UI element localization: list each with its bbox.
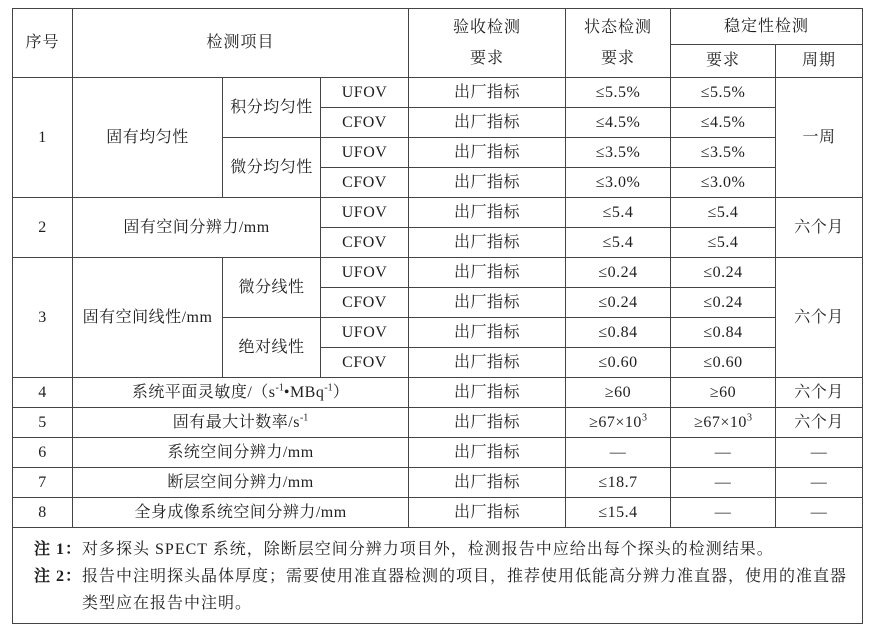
row-4-status: ≥60 [566,378,671,408]
header-row-1 [13,9,863,45]
row-5-seq: 5 [13,408,73,438]
row-5-acceptance: 出厂指标 [409,408,566,438]
row-2-line-2-acceptance: 出厂指标 [409,228,566,258]
row-4-item-text-3: ） [332,383,350,401]
row-5-item-text: 固有最大计数率/s [172,413,300,431]
row-5-period: 六个月 [776,408,863,438]
row-6-status: — [566,438,671,468]
row-3-group-1-line-2-acceptance: 出厂指标 [409,288,566,318]
row-1-group-1-line-1-fov: UFOV [321,78,409,108]
row-3-item: 固有空间线性/mm [73,258,223,378]
row-7-acceptance: 出厂指标 [409,468,566,498]
header-acceptance-line1: 验收检测 [453,19,522,36]
row-4-item [73,378,409,408]
row-3-group-1-line-1-acceptance: 出厂指标 [409,258,566,288]
row-2-period: 六个月 [776,198,863,258]
row-1-item: 固有均匀性 [73,78,223,198]
row-1-group-2-line-2-status: ≤3.0% [566,168,671,198]
row-3-group-1-line-2-status: ≤0.24 [566,288,671,318]
row-6-acceptance: 出厂指标 [409,438,566,468]
row-4-item-text-2: •MBq [283,383,325,401]
row-5-status-text: ≥67×10 [589,413,642,431]
header-item: 检测项目 [73,9,409,78]
row-6-item: 系统空间分辨力/mm [73,438,409,468]
header-status [566,9,671,78]
row-5-stability [671,408,776,438]
row-5-status-sup: 3 [641,412,647,424]
row-4-item-sup-1: -1 [275,382,284,394]
row-3-group-2-line-1-stability: ≤0.84 [671,318,776,348]
header-acceptance [409,9,566,78]
header-stability: 稳定性检测 [671,9,863,45]
note-1-label: 注 1： [34,541,83,558]
row-4-seq: 4 [13,378,73,408]
row-3-period: 六个月 [776,258,863,378]
row-3-group-1-name: 微分线性 [223,258,321,318]
row-1-group-1-line-2-fov: CFOV [321,108,409,138]
row-5-item-sup: -1 [299,412,309,424]
row-1-group-2-line-1-acceptance: 出厂指标 [409,138,566,168]
row-1-group-1-line-1-status: ≤5.5% [566,78,671,108]
row-2-line-1-fov: UFOV [321,198,409,228]
row-8-item: 全身成像系统空间分辨力/mm [73,498,409,528]
row-1-seq: 1 [13,78,73,198]
row-1-period: 一周 [776,78,863,198]
row-4 [13,378,863,408]
notes-row [13,528,863,624]
header-status-line2: 要求 [601,50,636,67]
row-3-group-2-line-2-acceptance: 出厂指标 [409,348,566,378]
row-8-stability: — [671,498,776,528]
row-3-group-1-line-1-status: ≤0.24 [566,258,671,288]
header-acceptance-line2: 要求 [470,50,505,67]
row-2-seq: 2 [13,198,73,258]
row-6-period: — [776,438,863,468]
note-2-text: 报告中注明探头晶体厚度；需要使用准直器检测的项目，推荐使用低能高分辨力准直器，使用的准直器类型应在报告中注明。 [82,568,848,612]
row-3-group-1-line-2-fov: CFOV [321,288,409,318]
row-2-line-1-status: ≤5.4 [566,198,671,228]
row-1-group-2-line-1-status: ≤3.5% [566,138,671,168]
row-3-group-2-line-2-stability: ≤0.60 [671,348,776,378]
note-2 [34,563,856,617]
row-3-line-1 [13,258,863,288]
row-3-seq: 3 [13,258,73,378]
row-8-acceptance: 出厂指标 [409,498,566,528]
row-7-status: ≤18.7 [566,468,671,498]
row-4-item-text-1: 系统平面灵敏度/（s [131,383,276,401]
notes-cell [13,528,863,624]
row-2-line-2-fov: CFOV [321,228,409,258]
row-8-seq: 8 [13,498,73,528]
row-8 [13,498,863,528]
note-2-label: 注 2： [34,568,83,585]
row-6-seq: 6 [13,438,73,468]
note-1-text: 对多探头 SPECT 系统，除断层空间分辨力项目外，检测报告中应给出每个探头的检测结果。 [82,541,774,558]
row-5-stability-text: ≥67×10 [694,413,747,431]
row-4-period: 六个月 [776,378,863,408]
row-3-group-1-line-1-fov: UFOV [321,258,409,288]
row-2-line-2-status: ≤5.4 [566,228,671,258]
row-3-group-2-line-2-fov: CFOV [321,348,409,378]
row-1-group-1-line-1-acceptance: 出厂指标 [409,78,566,108]
row-1-group-2-line-2-acceptance: 出厂指标 [409,168,566,198]
header-status-line1: 状态检测 [584,19,653,36]
row-8-status: ≤15.4 [566,498,671,528]
row-3-group-1-line-1-stability: ≤0.24 [671,258,776,288]
row-6-stability: — [671,438,776,468]
row-1-group-1-line-2-acceptance: 出厂指标 [409,108,566,138]
row-2-item: 固有空间分辨力/mm [73,198,321,258]
row-1-group-2-name: 微分均匀性 [223,138,321,198]
row-2-line-1-stability: ≤5.4 [671,198,776,228]
row-1-group-2-line-2-stability: ≤3.0% [671,168,776,198]
row-8-period: — [776,498,863,528]
header-stability-requirement: 要求 [671,45,776,78]
row-3-group-2-line-2-status: ≤0.60 [566,348,671,378]
row-1-group-1-name: 积分均匀性 [223,78,321,138]
row-2-line-1 [13,198,863,228]
row-7-seq: 7 [13,468,73,498]
row-4-acceptance: 出厂指标 [409,378,566,408]
row-3-group-2-line-1-status: ≤0.84 [566,318,671,348]
row-1-group-2-line-1-stability: ≤3.5% [671,138,776,168]
row-3-group-2-line-1-acceptance: 出厂指标 [409,318,566,348]
row-2-line-1-acceptance: 出厂指标 [409,198,566,228]
note-1 [34,536,856,563]
row-7-item: 断层空间分辨力/mm [73,468,409,498]
row-3-group-2-name: 绝对线性 [223,318,321,378]
row-7 [13,468,863,498]
row-1-group-1-line-2-stability: ≤4.5% [671,108,776,138]
header-stability-period: 周期 [776,45,863,78]
row-6 [13,438,863,468]
row-5-stability-sup: 3 [746,412,752,424]
row-5-status [566,408,671,438]
row-1-group-1-line-2-status: ≤4.5% [566,108,671,138]
row-2-line-2-stability: ≤5.4 [671,228,776,258]
row-7-stability: — [671,468,776,498]
row-5 [13,408,863,438]
row-1-line-1 [13,78,863,108]
header-seq: 序号 [13,9,73,78]
row-3-group-1-line-2-stability: ≤0.24 [671,288,776,318]
row-4-item-sup-2: -1 [324,382,333,394]
row-1-group-2-line-1-fov: UFOV [321,138,409,168]
row-7-period: — [776,468,863,498]
row-5-item [73,408,409,438]
row-3-group-2-line-1-fov: UFOV [321,318,409,348]
row-1-group-2-line-2-fov: CFOV [321,168,409,198]
row-1-group-1-line-1-stability: ≤5.5% [671,78,776,108]
spec-table [12,8,863,624]
row-4-stability: ≥60 [671,378,776,408]
